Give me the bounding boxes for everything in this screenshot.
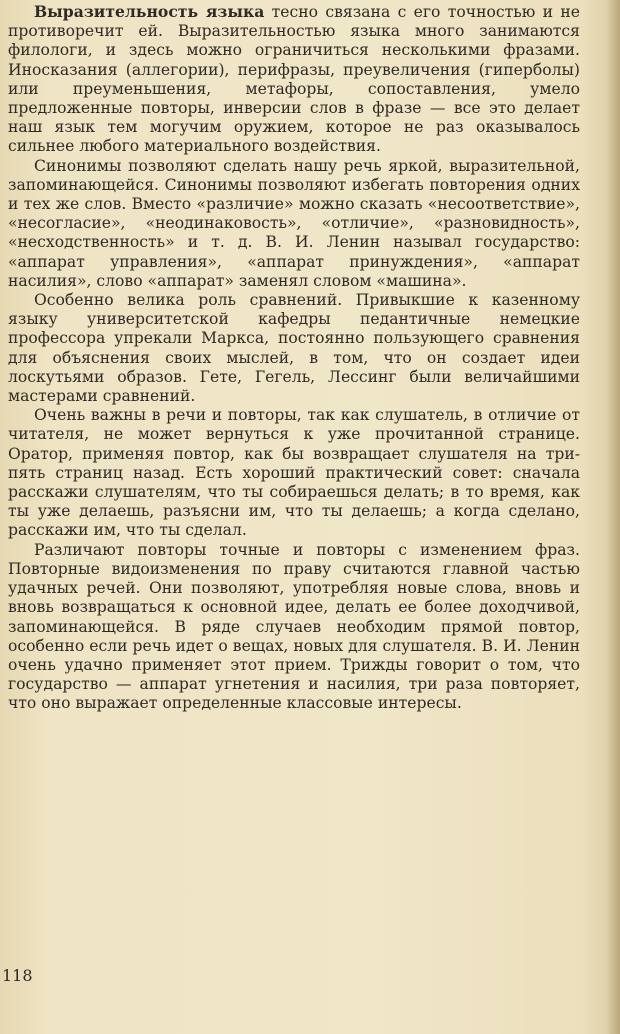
paragraph-text: тесно связана с его точностью и не противоречит ей. Выразительностью языка много занимаются филологи, и здесь можно ограничиться несколькими фразами. Иносказания (аллегории), перифразы, преувеличения (гиперболы) или преуменьшения, метафоры, сопоставления, умело предложенные повторы, инверсии слов в фразе — все это делает наш язык тем могучим оружием, которое не раз оказывалось сильнее любого материального воздействия. (8, 3, 581, 156)
paragraph-comparisons: Особенно велика роль сравнений. Привыкшие к казенному языку университетской кафедры педантичные немецкие профессора упрекали Маркса, постоянно пользующего сравнения для объяснения своих мыслей, в том, что он создает идеи лоскутьями образов. Гете, Гегель, Лессинг были величайшими мастерами сравнений. (8, 291, 580, 406)
paragraph-expressiveness (8, 2, 580, 157)
paragraph-repetition-types: Различают повторы точные и повторы с изменением фраз. Повторные видоизменения по праву считаются главной частью удачных речей. Они позволяют, употребляя новые слова, вновь и вновь возвращаться к основной идее, делать ее более доходчивой, запоминающейся. В ряде случаев необходим прямой повтор, особенно если речь идет о вещах, новых для слушателя. В. И. Ленин очень удачно применяет этот прием. Трижды говорит о том, что государство — аппарат угнетения и насилия, три раза повторяет, что оно выражает определенные классовые интересы. (8, 540, 580, 713)
paragraph-repetitions: Очень важны в речи и повторы, так как слушатель, в отличие от читателя, не может вернуться к уже прочитанной странице. Оратор, применяя повтор, как бы возвращает слушателя на три-пять страниц назад. Есть хороший практический совет: сначала расскажи слушателям, что ты собираешься делать; в то время, как ты уже делаешь, разъясни им, что ты делаешь; а когда сделано, расскажи им, что ты сделал. (8, 406, 580, 540)
page-edge-shadow (606, 0, 620, 1034)
paragraph-synonyms: Синонимы позволяют сделать нашу речь яркой, выразительной, запоминающейся. Синонимы позволяют избегать повторения одних и тех же слов. Вместо «различие» можно сказать «несоответствие», «несогласие», «неодинаковость», «отличие», «разновидность», «несходственность» и т. д. В. И. Ленин называл государство: «аппарат управления», «аппарат принуждения», «аппарат насилия», слово «аппарат» заменял словом «машина». (8, 156, 580, 290)
page-number: 118 (2, 966, 33, 985)
page-body (8, 2, 580, 714)
paragraph-lead-term: Выразительность языка (34, 2, 265, 21)
